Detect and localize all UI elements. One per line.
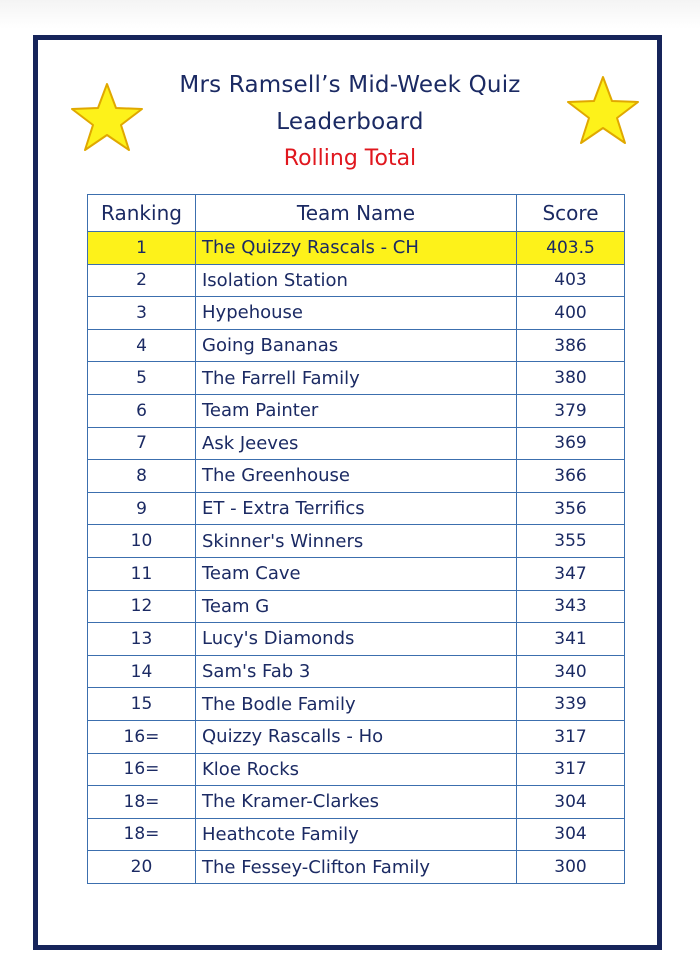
score-cell: 369 [517,427,625,460]
rank-cell: 2 [88,264,196,297]
score-cell: 379 [517,394,625,427]
column-header-team-name: Team Name [196,195,517,232]
score-cell: 403.5 [517,232,625,265]
team-name-cell: The Bodle Family [196,688,517,721]
score-cell: 366 [517,460,625,493]
table-row [88,851,625,884]
score-cell: 356 [517,492,625,525]
team-name-cell: Lucy's Diamonds [196,623,517,656]
leaderboard-table [87,194,625,884]
score-cell: 403 [517,264,625,297]
table-row [88,688,625,721]
table-row [88,362,625,395]
column-header-score: Score [517,195,625,232]
page-title: Mrs Ramsell’s Mid-Week Quiz [179,72,521,98]
rank-cell: 15 [88,688,196,721]
table-row [88,427,625,460]
rank-cell: 16= [88,720,196,753]
rank-cell: 5 [88,362,196,395]
rank-cell: 13 [88,623,196,656]
rank-cell: 18= [88,786,196,819]
table-row [88,818,625,851]
rank-cell: 1 [88,232,196,265]
rank-cell: 20 [88,851,196,884]
rank-cell: 16= [88,753,196,786]
table-row [88,786,625,819]
score-cell: 304 [517,786,625,819]
team-name-cell: Team Cave [196,557,517,590]
table-row [88,557,625,590]
table-row [88,655,625,688]
table-row [88,590,625,623]
team-name-cell: Skinner's Winners [196,525,517,558]
table-row [88,329,625,362]
score-cell: 340 [517,655,625,688]
team-name-cell: Hypehouse [196,297,517,330]
team-name-cell: Going Bananas [196,329,517,362]
score-cell: 347 [517,557,625,590]
rank-cell: 14 [88,655,196,688]
score-cell: 380 [517,362,625,395]
score-cell: 355 [517,525,625,558]
table-row [88,720,625,753]
rank-cell: 10 [88,525,196,558]
page-title-line2: Leaderboard [276,109,424,135]
page-subtitle: Rolling Total [283,146,417,171]
team-name-cell: The Fessey-Clifton Family [196,851,517,884]
team-name-cell: Kloe Rocks [196,753,517,786]
rank-cell: 18= [88,818,196,851]
rank-cell: 9 [88,492,196,525]
rank-cell: 12 [88,590,196,623]
rank-cell: 3 [88,297,196,330]
score-cell: 317 [517,720,625,753]
team-name-cell: The Quizzy Rascals - CH [196,232,517,265]
table-row [88,623,625,656]
table-header-row [88,195,625,232]
rank-cell: 4 [88,329,196,362]
rank-cell: 11 [88,557,196,590]
table-row [88,394,625,427]
team-name-cell: The Farrell Family [196,362,517,395]
team-name-cell: ET - Extra Terrifics [196,492,517,525]
table-row [88,492,625,525]
team-name-cell: Isolation Station [196,264,517,297]
score-cell: 339 [517,688,625,721]
score-cell: 343 [517,590,625,623]
score-cell: 386 [517,329,625,362]
team-name-cell: Quizzy Rascalls - Ho [196,720,517,753]
table-row [88,264,625,297]
team-name-cell: The Kramer-Clarkes [196,786,517,819]
score-cell: 300 [517,851,625,884]
column-header-ranking: Ranking [88,195,196,232]
team-name-cell: Heathcote Family [196,818,517,851]
team-name-cell: Ask Jeeves [196,427,517,460]
table-row [88,753,625,786]
table-row [88,297,625,330]
table-row [88,525,625,558]
team-name-cell: Team Painter [196,394,517,427]
rank-cell: 8 [88,460,196,493]
score-cell: 304 [517,818,625,851]
rank-cell: 6 [88,394,196,427]
team-name-cell: Team G [196,590,517,623]
team-name-cell: The Greenhouse [196,460,517,493]
table-row [88,232,625,265]
score-cell: 341 [517,623,625,656]
rank-cell: 7 [88,427,196,460]
score-cell: 317 [517,753,625,786]
score-cell: 400 [517,297,625,330]
team-name-cell: Sam's Fab 3 [196,655,517,688]
table-row [88,460,625,493]
